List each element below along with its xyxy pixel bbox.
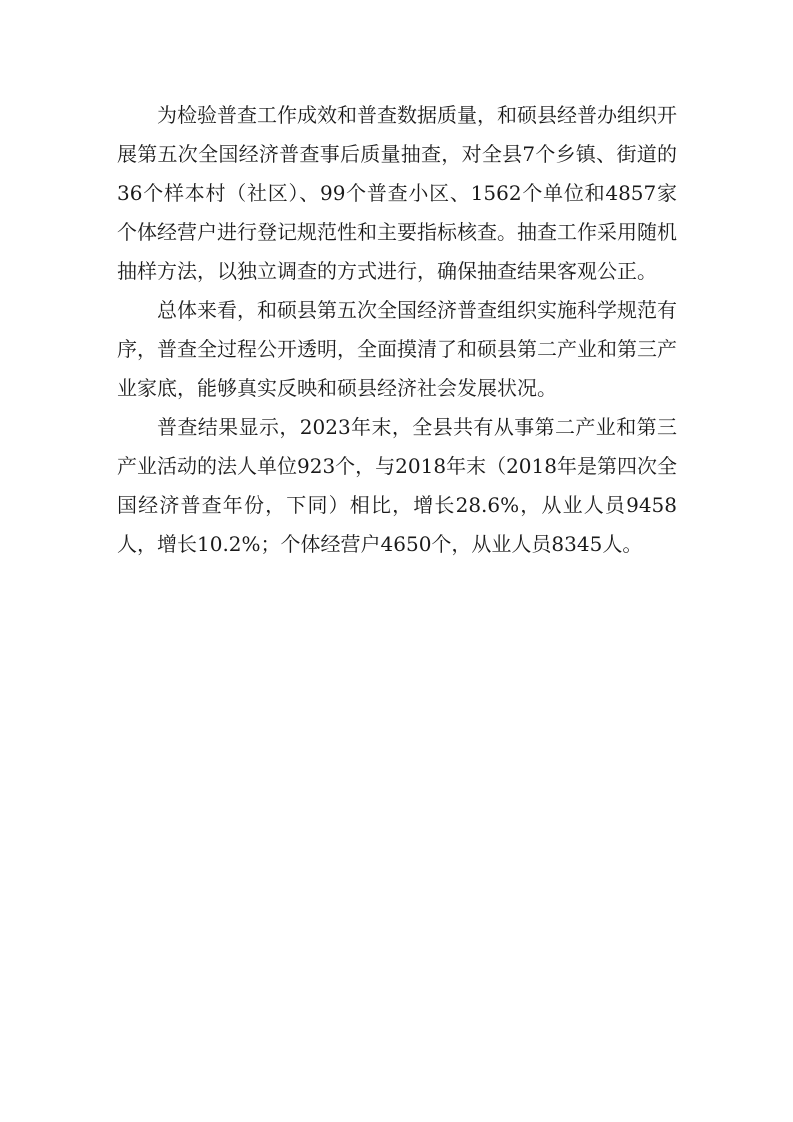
paragraph-survey-quality-check: 为检验普查工作成效和普查数据质量，和硕县经普办组织开展第五次全国经济普查事后质量抽查，对全县7个乡镇、街道的36个样本村（社区）、99个普查小区、1562个单位和4857家个体经营户进行登记规范性和主要指标核查。抽查工作采用随机抽样方法，以独立调查的方式进行，确保抽查结果客观公正。 <box>117 103 677 283</box>
paragraph-overall-assessment: 总体来看，和硕县第五次全国经济普查组织实施科学规范有序，普查全过程公开透明，全面摸清了和硕县第二产业和第三产业家底，能够真实反映和硕县经济社会发展状况。 <box>117 298 677 400</box>
document-body <box>117 96 677 564</box>
paragraph-survey-results: 普查结果显示，2023年末，全县共有从事第二产业和第三产业活动的法人单位923个，与2018年末（2018年是第四次全国经济普查年份，下同）相比，增长28.6%，从业人员9458人，增长10.2%；个体经营户4650个，从业人员8345人。 <box>117 415 677 556</box>
